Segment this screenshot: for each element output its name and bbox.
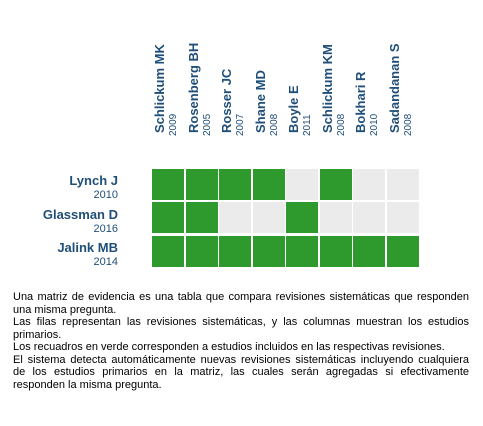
matrix-cell-included xyxy=(253,236,285,267)
matrix-cell-excluded xyxy=(253,202,285,233)
matrix-cell-excluded xyxy=(387,169,419,200)
matrix-cell-included xyxy=(186,169,218,200)
matrix-cell-included xyxy=(286,236,318,267)
row-review-label xyxy=(69,173,118,202)
column-study-author: Bokhari R xyxy=(353,71,368,133)
column-study-year: 2011 xyxy=(302,114,313,136)
column-study-year: 2005 xyxy=(201,113,213,136)
column-study-year: 2007 xyxy=(235,113,246,136)
matrix-cell-included xyxy=(320,169,352,200)
row-review-author: Glassman D xyxy=(42,207,118,222)
matrix-cell-included xyxy=(320,236,352,267)
column-study-author: Shane MD xyxy=(252,70,268,133)
matrix-cell-included xyxy=(219,236,251,267)
row-review-year: 2014 xyxy=(93,256,118,268)
matrix-cell-included xyxy=(152,202,184,233)
matrix-cell-included xyxy=(253,169,285,200)
column-study-author: Rosenberg BH xyxy=(185,42,201,133)
matrix-cell-included xyxy=(152,169,184,200)
description-paragraph: Una matriz de evidencia es una tabla que compara revisiones sistemáticas que responden una misma pregunta. xyxy=(13,291,469,316)
matrix-cell-excluded xyxy=(286,169,318,200)
column-study-author: Schlickum MK xyxy=(152,44,167,133)
column-study-author: Sadandanan S xyxy=(386,43,402,133)
matrix-cell-excluded xyxy=(387,202,419,233)
matrix-cell-included xyxy=(286,202,318,233)
matrix-cell-excluded xyxy=(353,169,385,200)
column-study-year: 2008 xyxy=(402,113,414,136)
row-review-author: Jalink MB xyxy=(57,240,118,255)
matrix-cell-included xyxy=(186,236,218,267)
row-review-author: Lynch J xyxy=(69,173,118,188)
description-paragraph: Las filas representan las revisiones sistemáticas, y las columnas muestran los estudios primarios. xyxy=(13,316,469,341)
column-study-year: 2008 xyxy=(335,113,347,136)
matrix-cell-excluded xyxy=(353,202,385,233)
row-review-year: 2010 xyxy=(93,189,118,201)
matrix-cell-excluded xyxy=(320,202,352,233)
column-study-year: 2010 xyxy=(369,113,380,136)
matrix-cell-excluded xyxy=(219,202,251,233)
matrix-cell-included xyxy=(219,169,251,200)
column-study-author: Schlickum KM xyxy=(319,44,335,133)
column-study-author: Rosser JC xyxy=(219,68,234,133)
matrix-cell-included xyxy=(387,236,419,267)
row-review-year: 2016 xyxy=(93,223,118,235)
column-study-author: Boyle E xyxy=(286,85,301,133)
matrix-cell-included xyxy=(186,202,218,233)
matrix-description xyxy=(13,291,469,391)
description-paragraph: El sistema detecta automáticamente nuevas revisiones sistemáticas incluyendo cualquiera de los estudios primarios en la matriz, las cuales serán agregadas si efectivamente responden la misma pregunta. xyxy=(13,353,469,391)
matrix-cell-included xyxy=(152,236,184,267)
row-review-label xyxy=(43,207,118,236)
row-review-label xyxy=(57,240,118,269)
column-study-year: 2008 xyxy=(268,113,280,136)
matrix-cell-included xyxy=(353,236,385,267)
column-study-year: 2009 xyxy=(168,113,179,136)
description-paragraph: Los recuadros en verde corresponden a estudios incluidos en las respectivas revisiones. xyxy=(13,341,445,353)
